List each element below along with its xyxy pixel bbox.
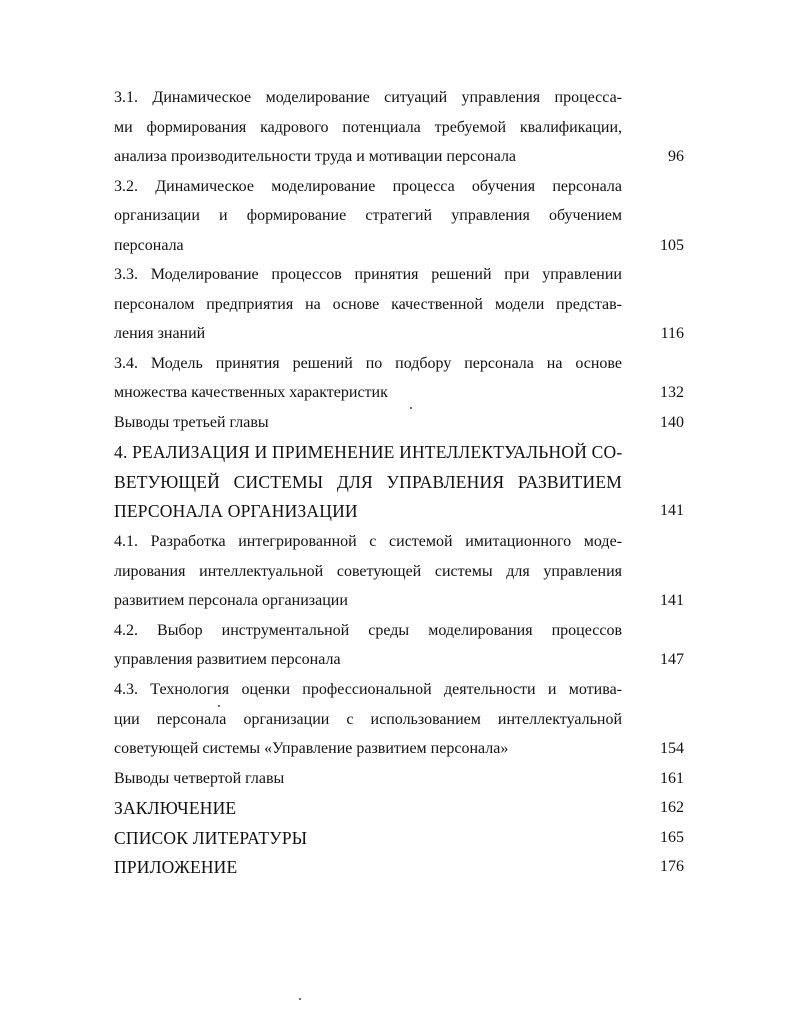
scan-speck (410, 407, 412, 409)
toc-entry-4-2-page: 147 (660, 651, 684, 668)
toc-entry-4-1-line-3: развитием персонала организации (114, 592, 348, 609)
toc-entry-4-1-line-2: лирования интеллектуальной советующей системы для управления (114, 563, 622, 580)
toc-entry-conclusion: ЗАКЛЮЧЕНИЕ (114, 798, 237, 818)
scan-speck (218, 705, 220, 707)
toc-entry-3-3-page: 116 (660, 325, 684, 342)
toc-entry-references-page: 165 (660, 829, 684, 846)
toc-chapter-4-line-2: ВЕТУЮЩЕЙ СИСТЕМЫ ДЛЯ УПРАВЛЕНИЯ РАЗВИТИЕМ (114, 472, 622, 492)
toc-entry-conclusions-4-page: 161 (660, 770, 684, 787)
toc-entry-references: СПИСОК ЛИТЕРАТУРЫ (114, 828, 308, 848)
toc-chapter-4-line-3: ПЕРСОНАЛА ОРГАНИЗАЦИИ (114, 501, 358, 521)
toc-chapter-4-page: 141 (660, 502, 684, 519)
toc-entry-3-3-line-3: ления знаний (114, 325, 206, 342)
toc-entry-3-3-line-2: персоналом предприятия на основе качественной модели представ- (114, 296, 622, 313)
toc-entry-3-2-line-1: 3.2. Динамическое моделирование процесса обучения персонала (114, 178, 622, 195)
toc-entry-conclusion-page: 162 (660, 799, 684, 816)
toc-entry-3-2-line-2: организации и формирование стратегий управления обучением (114, 207, 622, 224)
toc-entry-conclusions-3-page: 140 (660, 414, 684, 431)
toc-entry-appendix-page: 176 (660, 858, 684, 875)
toc-entry-3-4-page: 132 (660, 384, 684, 401)
toc-chapter-4-line-1: 4. РЕАЛИЗАЦИЯ И ПРИМЕНЕНИЕ ИНТЕЛЛЕКТУАЛЬНОЙ СО- (114, 442, 623, 462)
toc-entry-4-3-page: 154 (660, 740, 684, 757)
toc-entry-3-3-line-1: 3.3. Моделирование процессов принятия решений при управлении (114, 266, 622, 283)
toc-entry-3-2-page: 105 (660, 237, 684, 254)
toc-entry-3-2-line-3: персонала (114, 237, 184, 254)
toc-entry-3-1-page: 96 (668, 148, 684, 165)
toc-entry-4-3-line-1: 4.3. Технология оценки профессиональной деятельности и мотива- (114, 681, 622, 698)
toc-entry-3-4-line-2: множества качественных характеристик (114, 384, 388, 401)
toc-entry-3-1-line-1: 3.1. Динамическое моделирование ситуаций управления процесса- (114, 89, 622, 106)
toc-entry-4-1-line-1: 4.1. Разработка интегрированной с системой имитационного моде- (114, 533, 622, 550)
toc-entry-3-4-line-1: 3.4. Модель принятия решений по подбору персонала на основе (114, 355, 622, 372)
toc-entry-4-1-page: 141 (660, 592, 684, 609)
scan-speck (299, 998, 301, 1000)
toc-entry-appendix: ПРИЛОЖЕНИЕ (114, 857, 238, 877)
toc-entry-3-1-line-2: ми формирования кадрового потенциала требуемой квалификации, (114, 119, 622, 136)
toc-entry-conclusions-3: Выводы третьей главы (114, 414, 269, 431)
toc-entry-4-3-line-3: советующей системы «Управление развитием персонала» (114, 740, 509, 757)
toc-entry-conclusions-4: Выводы четвертой главы (114, 770, 285, 787)
toc-entry-3-1-line-3: анализа производительности труда и мотивации персонала (114, 148, 517, 165)
toc-entry-4-2-line-1: 4.2. Выбор инструментальной среды моделирования процессов (114, 622, 622, 639)
toc-entry-4-3-line-2: ции персонала организации с использованием интеллектуальной (114, 711, 622, 728)
toc-entry-4-2-line-2: управления развитием персонала (114, 651, 341, 668)
